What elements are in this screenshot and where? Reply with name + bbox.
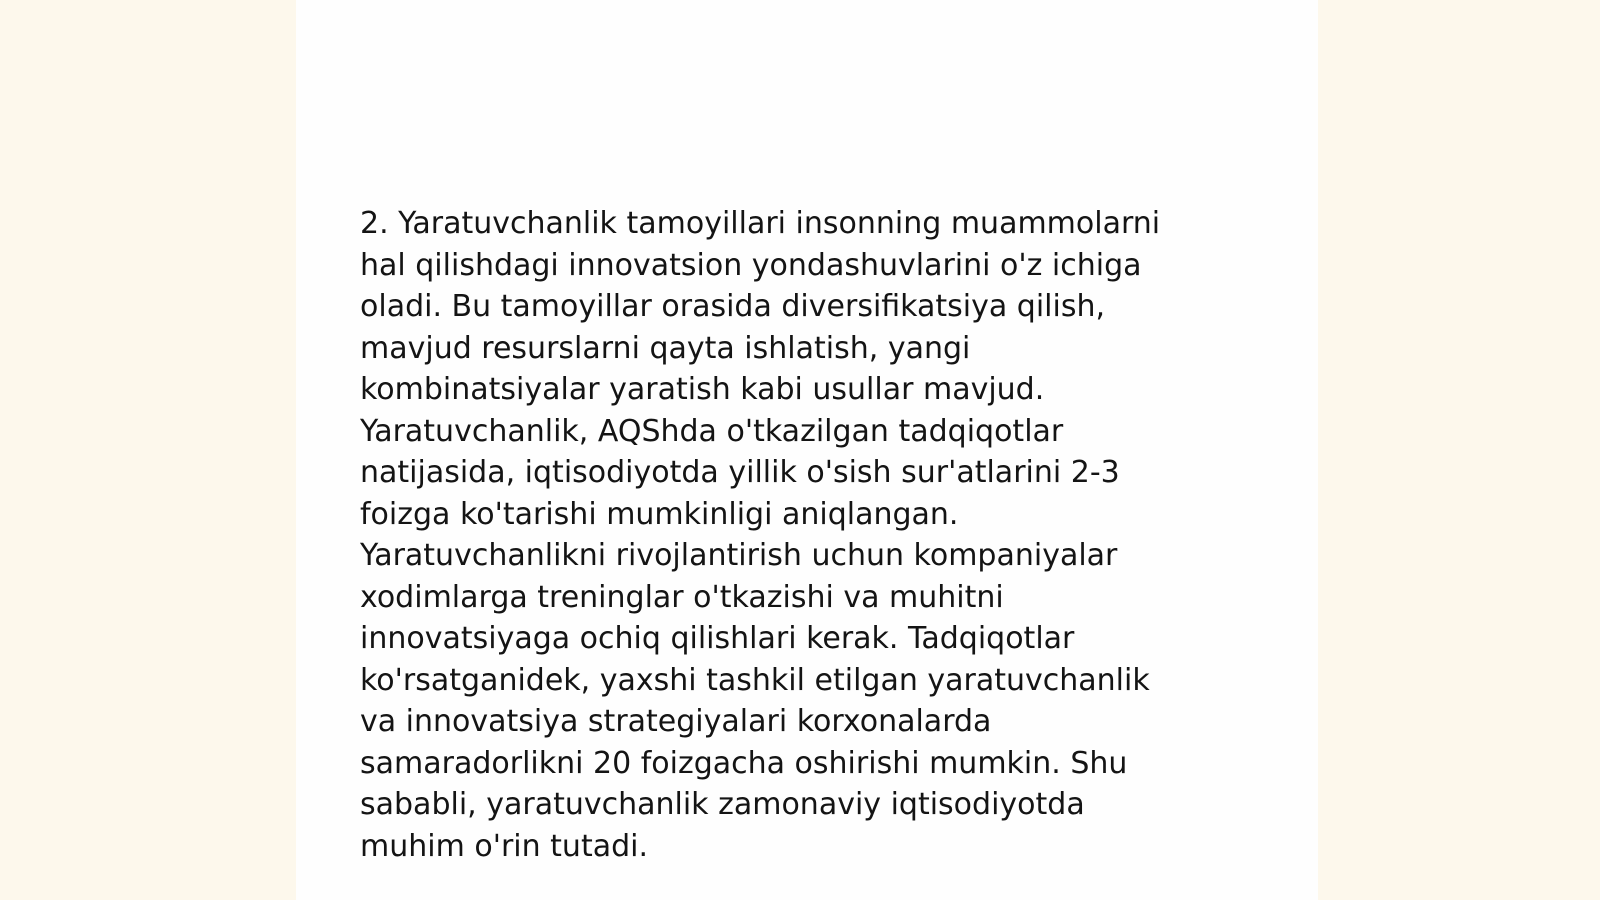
document-page [296,0,1318,900]
body-paragraph: 2. Yaratuvchanlik tamoyillari insonning muammolarni hal qilishdagi innovatsion yondashuvlarini o'z ichiga oladi. Bu tamoyillar orasida diversifikatsiya qilish, mavjud resurslarni qayta ishlatish, yangi kombinatsiyalar yaratish kabi usullar mavjud. Yaratuvchanlik, AQShda o'tkazilgan tadqiqotlar natijasida, iqtisodiyotda yillik o'sish sur'atlarini 2-3 foizga ko'tarishi mumkinligi aniqlangan. Yaratuvchanlikni rivojlantirish uchun kompaniyalar xodimlarga treninglar o'tkazishi va muhitni innovatsiyaga ochiq qilishlari kerak. Tadqiqotlar ko'rsatganidek, yaxshi tashkil etilgan yaratuvchanlik va innovatsiya strategiyalari korxonalarda samaradorlikni 20 foizgacha oshirishi mumkin. Shu sababli, yaratuvchanlik zamonaviy iqtisodiyotda muhim o'rin tutadi. [360,206,1161,864]
